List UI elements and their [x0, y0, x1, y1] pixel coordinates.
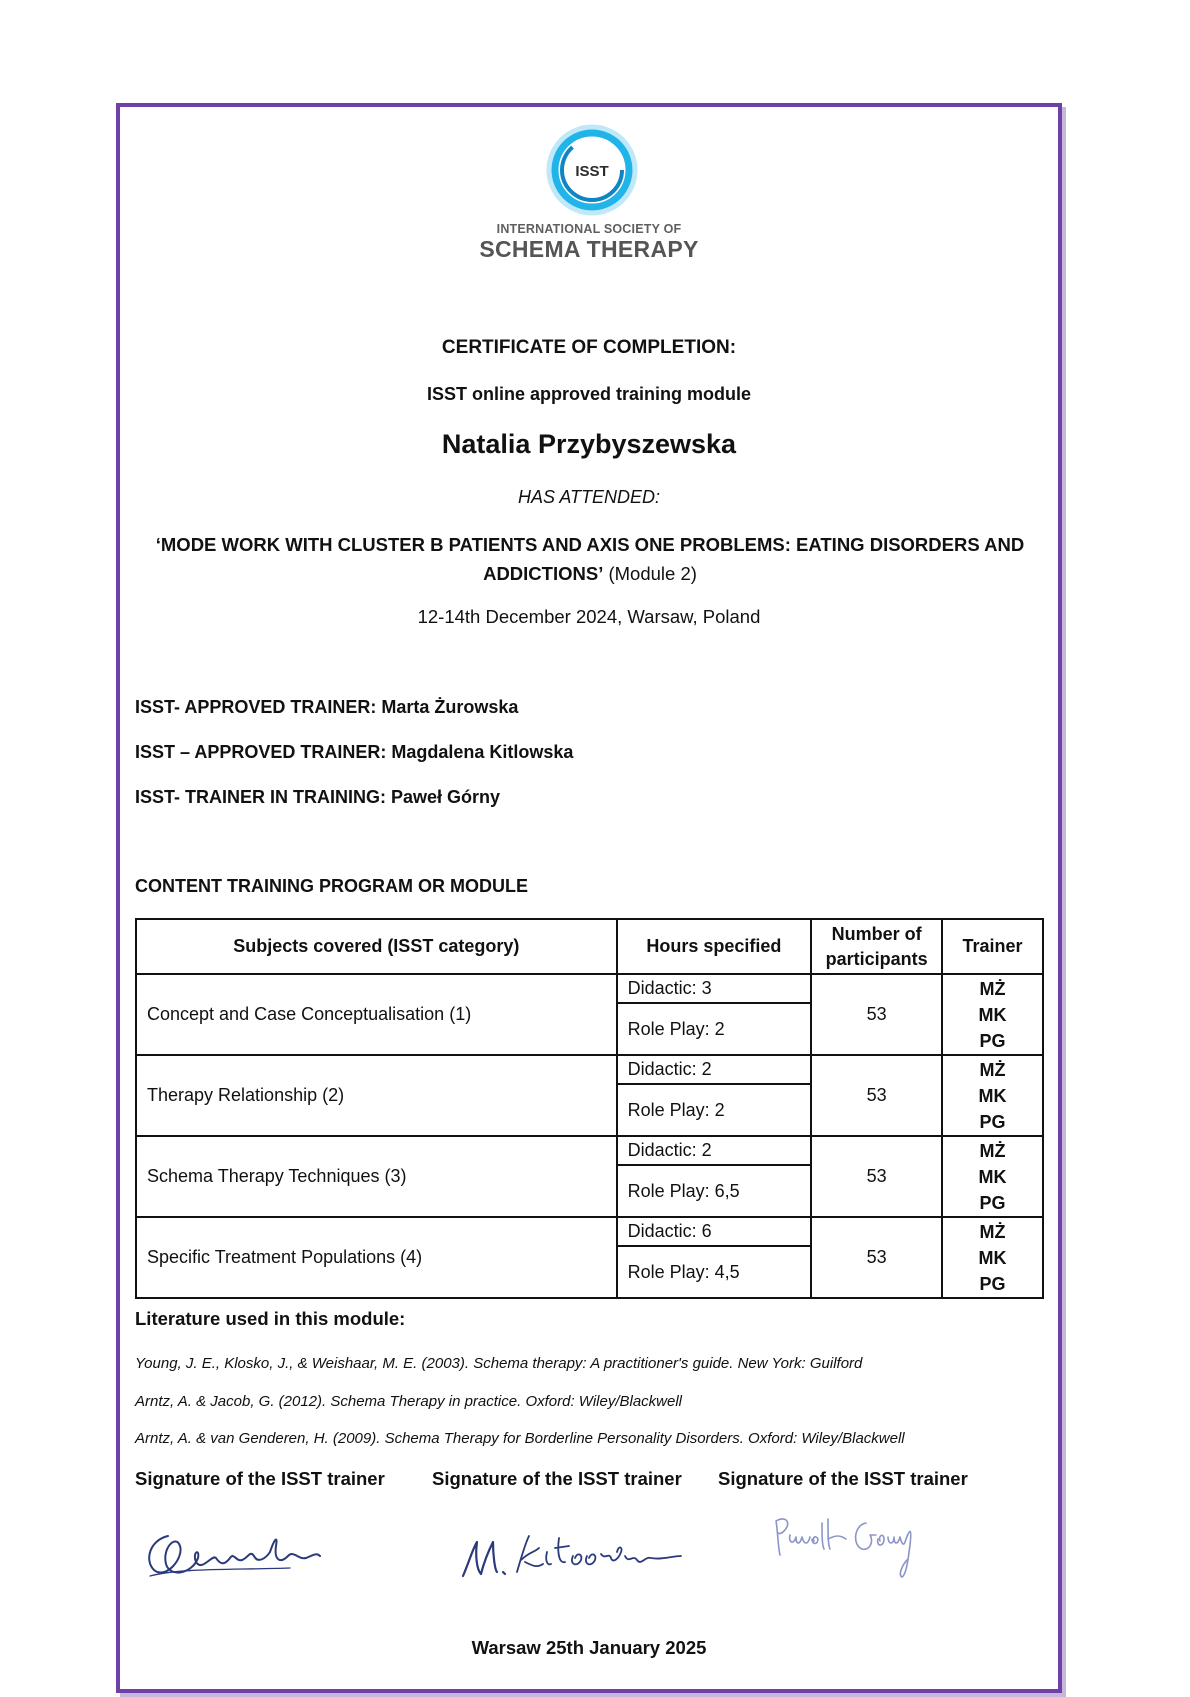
table-row [136, 974, 1043, 1003]
logo-org-line: INTERNATIONAL SOCIETY OF [496, 222, 682, 236]
trainer-initials: MK [978, 1004, 1007, 1025]
isst-logo-icon [545, 123, 639, 217]
trainer-cell [942, 1055, 1043, 1136]
participants-cell: 53 [811, 1136, 942, 1217]
course-dates-location: 12-14th December 2024, Warsaw, Poland [417, 606, 761, 627]
logo-mark: ISST [575, 163, 609, 180]
roleplay-cell: Role Play: 2 [617, 1084, 812, 1136]
trainer-cell [942, 1136, 1043, 1217]
trainer-initials: MŻ [979, 978, 1006, 999]
issue-date-location: Warsaw 25th January 2025 [471, 1637, 707, 1658]
trainer-initials: PG [979, 1111, 1006, 1132]
trainer-initials: MK [978, 1247, 1007, 1268]
trainer-initials: MK [978, 1085, 1007, 1106]
trainer-cell [942, 1217, 1043, 1298]
subject-cell: Concept and Case Conceptualisation (1) [136, 974, 617, 1055]
course-title-line1: ‘MODE WORK WITH CLUSTER B PATIENTS AND AXIS ONE PROBLEMS: EATING DISORDERS AND [155, 534, 1025, 555]
literature-item: Arntz, A. & Jacob, G. (2012). Schema Therapy in practice. Oxford: Wiley/Blackwell [135, 1393, 683, 1410]
logo-org-name: SCHEMA THERAPY [479, 236, 699, 262]
trainer-line-3: ISST- TRAINER IN TRAINING: Paweł Górny [135, 787, 501, 807]
participants-cell: 53 [811, 974, 942, 1055]
trainer-line-1: ISST- APPROVED TRAINER: Marta Żurowska [135, 697, 519, 717]
literature-item: Arntz, A. & van Genderen, H. (2009). Schema Therapy for Borderline Personality Disorders. Oxford: Wiley/Blackwell [135, 1430, 905, 1447]
participants-cell: 53 [811, 1055, 942, 1136]
trainer-initials: PG [979, 1273, 1006, 1294]
trainer-initials: MŻ [979, 1221, 1006, 1242]
certificate-subtitle: ISST online approved training module [426, 384, 752, 404]
content-section-title: CONTENT TRAINING PROGRAM OR MODULE [135, 876, 528, 896]
trainer-initials: MK [978, 1166, 1007, 1187]
literature-item: Young, J. E., Klosko, J., & Weishaar, M. E. (2003). Schema therapy: A practitioner's guide. New York: Guilford [135, 1355, 863, 1372]
signature-marta-zurowska [140, 1518, 330, 1588]
course-title [150, 530, 1030, 588]
header-subjects: Subjects covered (ISST category) [136, 919, 617, 974]
course-module: (Module 2) [608, 563, 697, 584]
signature-label-2: Signature of the ISST trainer [432, 1468, 682, 1489]
didactic-cell: Didactic: 2 [617, 1055, 812, 1084]
signature-label-3: Signature of the ISST trainer [718, 1468, 968, 1489]
trainer-initials: MŻ [979, 1140, 1006, 1161]
course-title-line2: ADDICTIONS’ [483, 563, 604, 584]
subject-cell: Specific Treatment Populations (4) [136, 1217, 617, 1298]
table-row [136, 1217, 1043, 1246]
trainer-initials: PG [979, 1030, 1006, 1051]
header-participants-line2: participants [825, 948, 928, 969]
table-header-row [136, 919, 1043, 974]
trainer-initials: MŻ [979, 1059, 1006, 1080]
header-participants-line1: Number of [831, 923, 922, 944]
content-table [135, 918, 1044, 1299]
literature-title: Literature used in this module: [135, 1308, 406, 1329]
trainer-cell [942, 974, 1043, 1055]
didactic-cell: Didactic: 2 [617, 1136, 812, 1165]
roleplay-cell: Role Play: 2 [617, 1003, 812, 1055]
didactic-cell: Didactic: 6 [617, 1217, 812, 1246]
roleplay-cell: Role Play: 6,5 [617, 1165, 812, 1217]
header-participants [811, 919, 942, 974]
signature-magdalena-kitlowska [455, 1518, 685, 1588]
recipient-name: Natalia Przybyszewska [441, 429, 737, 459]
header-hours: Hours specified [617, 919, 812, 974]
subject-cell: Therapy Relationship (2) [136, 1055, 617, 1136]
subject-cell: Schema Therapy Techniques (3) [136, 1136, 617, 1217]
table-row [136, 1055, 1043, 1084]
trainer-line-2: ISST – APPROVED TRAINER: Magdalena Kitlowska [135, 742, 574, 762]
attended-label: HAS ATTENDED: [517, 487, 660, 507]
didactic-cell: Didactic: 3 [617, 974, 812, 1003]
trainer-initials: PG [979, 1192, 1006, 1213]
roleplay-cell: Role Play: 4,5 [617, 1246, 812, 1298]
header-trainer: Trainer [942, 919, 1043, 974]
certificate-title: CERTIFICATE OF COMPLETION: [441, 337, 737, 358]
participants-cell: 53 [811, 1217, 942, 1298]
signature-label-1: Signature of the ISST trainer [135, 1468, 385, 1489]
table-row [136, 1136, 1043, 1165]
signature-pawel-gorny [770, 1505, 920, 1585]
